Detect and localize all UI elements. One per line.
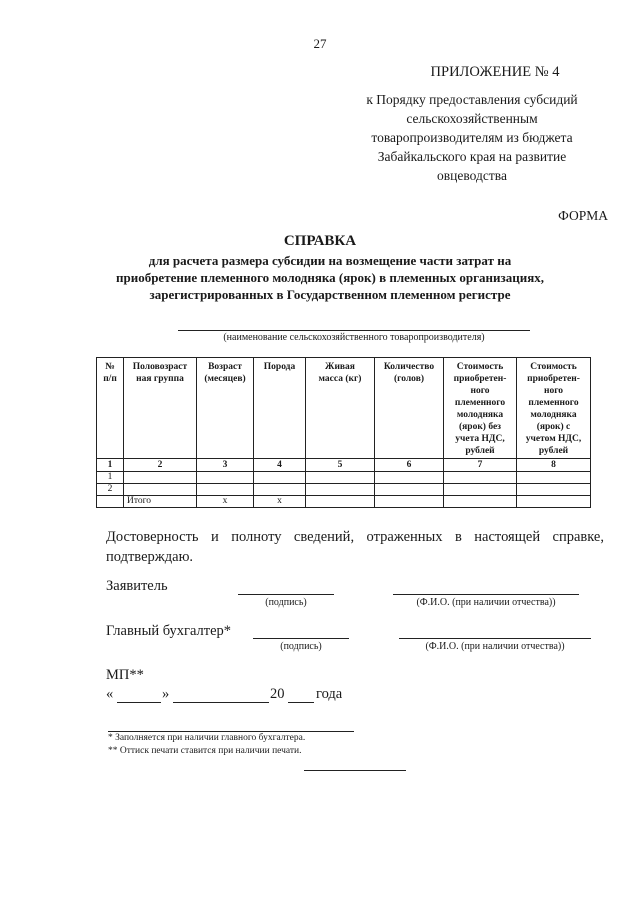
- table-header-row: [97, 358, 591, 459]
- applicant-signature-caption: (подпись): [265, 597, 307, 608]
- table-cell[interactable]: [444, 472, 517, 484]
- table-cell[interactable]: [124, 484, 197, 496]
- stamp-label: МП**: [106, 667, 144, 683]
- column-number: 8: [517, 459, 591, 472]
- table-cell: х: [254, 496, 306, 508]
- applicant-label: Заявитель: [106, 578, 168, 594]
- table-cell[interactable]: [517, 484, 591, 496]
- column-number: 5: [306, 459, 375, 472]
- footnote-separator: [108, 731, 354, 732]
- subtitle-line: для расчета размера субсидии на возмещение части затрат на: [148, 253, 512, 268]
- accountant-name-caption: (Ф.И.О. (при наличии отчества)): [425, 641, 565, 652]
- subtitle-line: зарегистрированных в Государственном племенном регистре: [149, 287, 511, 302]
- date-year-prefix: 20: [270, 686, 285, 702]
- applicant-signature-field[interactable]: [238, 594, 334, 595]
- header-cost-without-vat: Стоимость приобретен- ного племенного молодняка (ярок) без учета НДС, рублей: [444, 358, 517, 459]
- annex-line: Забайкальского края на развитие: [377, 149, 567, 164]
- column-number: 7: [444, 459, 517, 472]
- table-cell: х: [197, 496, 254, 508]
- header-number: № п/п: [97, 358, 124, 459]
- accountant-name-field[interactable]: [399, 638, 591, 639]
- header-breed: Порода: [254, 358, 306, 459]
- annex-reference: [330, 90, 614, 185]
- annex-line: сельскохозяйственным: [406, 111, 538, 126]
- column-number: 4: [254, 459, 306, 472]
- document-subtitle: [60, 252, 600, 303]
- footnote-stamp: ** Оттиск печати ставится при наличии печати.: [108, 746, 302, 756]
- table-cell[interactable]: [517, 496, 591, 508]
- table-cell: 2: [97, 484, 124, 496]
- form-label: ФОРМА: [558, 208, 608, 223]
- table-cell[interactable]: [375, 496, 444, 508]
- date-close-quote: »: [162, 686, 170, 702]
- table-cell[interactable]: [254, 472, 306, 484]
- page-number: 27: [313, 36, 327, 51]
- date-year-suffix: года: [316, 686, 343, 702]
- table-cell: 1: [97, 472, 124, 484]
- accountant-signature-caption: (подпись): [280, 641, 322, 652]
- table-total-row: [97, 496, 591, 508]
- producer-name-caption: (наименование сельскохозяйственного товаропроизводителя): [223, 332, 485, 343]
- table-cell[interactable]: [444, 496, 517, 508]
- applicant-name-field[interactable]: [393, 594, 579, 595]
- table-cell[interactable]: [517, 472, 591, 484]
- table-row: [97, 472, 591, 484]
- column-number: 2: [124, 459, 197, 472]
- column-number: 1: [97, 459, 124, 472]
- subsidy-table: [96, 357, 591, 508]
- header-quantity: Количество (голов): [375, 358, 444, 459]
- table-cell[interactable]: [197, 472, 254, 484]
- confirmation-text-end: подтверждаю.: [106, 549, 194, 565]
- column-number-row: [97, 459, 591, 472]
- footnote-accountant: * Заполняется при наличии главного бухгалтера.: [108, 733, 306, 743]
- subtitle-line: приобретение племенного молодняка (ярок) в племенных организациях,: [115, 270, 545, 285]
- annex-line: овцеводства: [437, 168, 507, 183]
- accountant-label: Главный бухгалтер*: [106, 623, 232, 639]
- header-age: Возраст (месяцев): [197, 358, 254, 459]
- column-number: 3: [197, 459, 254, 472]
- table-cell[interactable]: [306, 472, 375, 484]
- end-separator: [304, 770, 406, 771]
- date-month-field[interactable]: [173, 702, 269, 703]
- table-cell[interactable]: [254, 484, 306, 496]
- confirmation-text: Достоверность и полноту сведений, отраженных в настоящей справке,: [106, 529, 604, 545]
- table-cell: [97, 496, 124, 508]
- document-title: СПРАВКА: [283, 233, 357, 249]
- table-row: [97, 484, 591, 496]
- date-day-field[interactable]: [117, 702, 161, 703]
- accountant-signature-field[interactable]: [253, 638, 349, 639]
- header-sex-age-group: Половозраст ная группа: [124, 358, 197, 459]
- producer-name-field[interactable]: [178, 330, 530, 331]
- header-live-weight: Живая масса (кг): [306, 358, 375, 459]
- total-label: Итого: [124, 496, 197, 508]
- annex-line: к Порядку предоставления субсидий: [366, 92, 578, 107]
- applicant-name-caption: (Ф.И.О. (при наличии отчества)): [416, 597, 556, 608]
- table-cell[interactable]: [375, 484, 444, 496]
- table-cell[interactable]: [197, 484, 254, 496]
- table-cell[interactable]: [124, 472, 197, 484]
- table-cell[interactable]: [375, 472, 444, 484]
- column-number: 6: [375, 459, 444, 472]
- annex-title: ПРИЛОЖЕНИЕ № 4: [430, 64, 560, 80]
- table-cell[interactable]: [306, 484, 375, 496]
- date-open-quote: «: [106, 686, 114, 702]
- date-year-field[interactable]: [288, 702, 314, 703]
- table-cell[interactable]: [306, 496, 375, 508]
- table-cell[interactable]: [444, 484, 517, 496]
- annex-line: товаропроизводителям из бюджета: [371, 130, 573, 145]
- header-cost-with-vat: Стоимость приобретен- ного племенного молодняка (ярок) с учетом НДС, рублей: [517, 358, 591, 459]
